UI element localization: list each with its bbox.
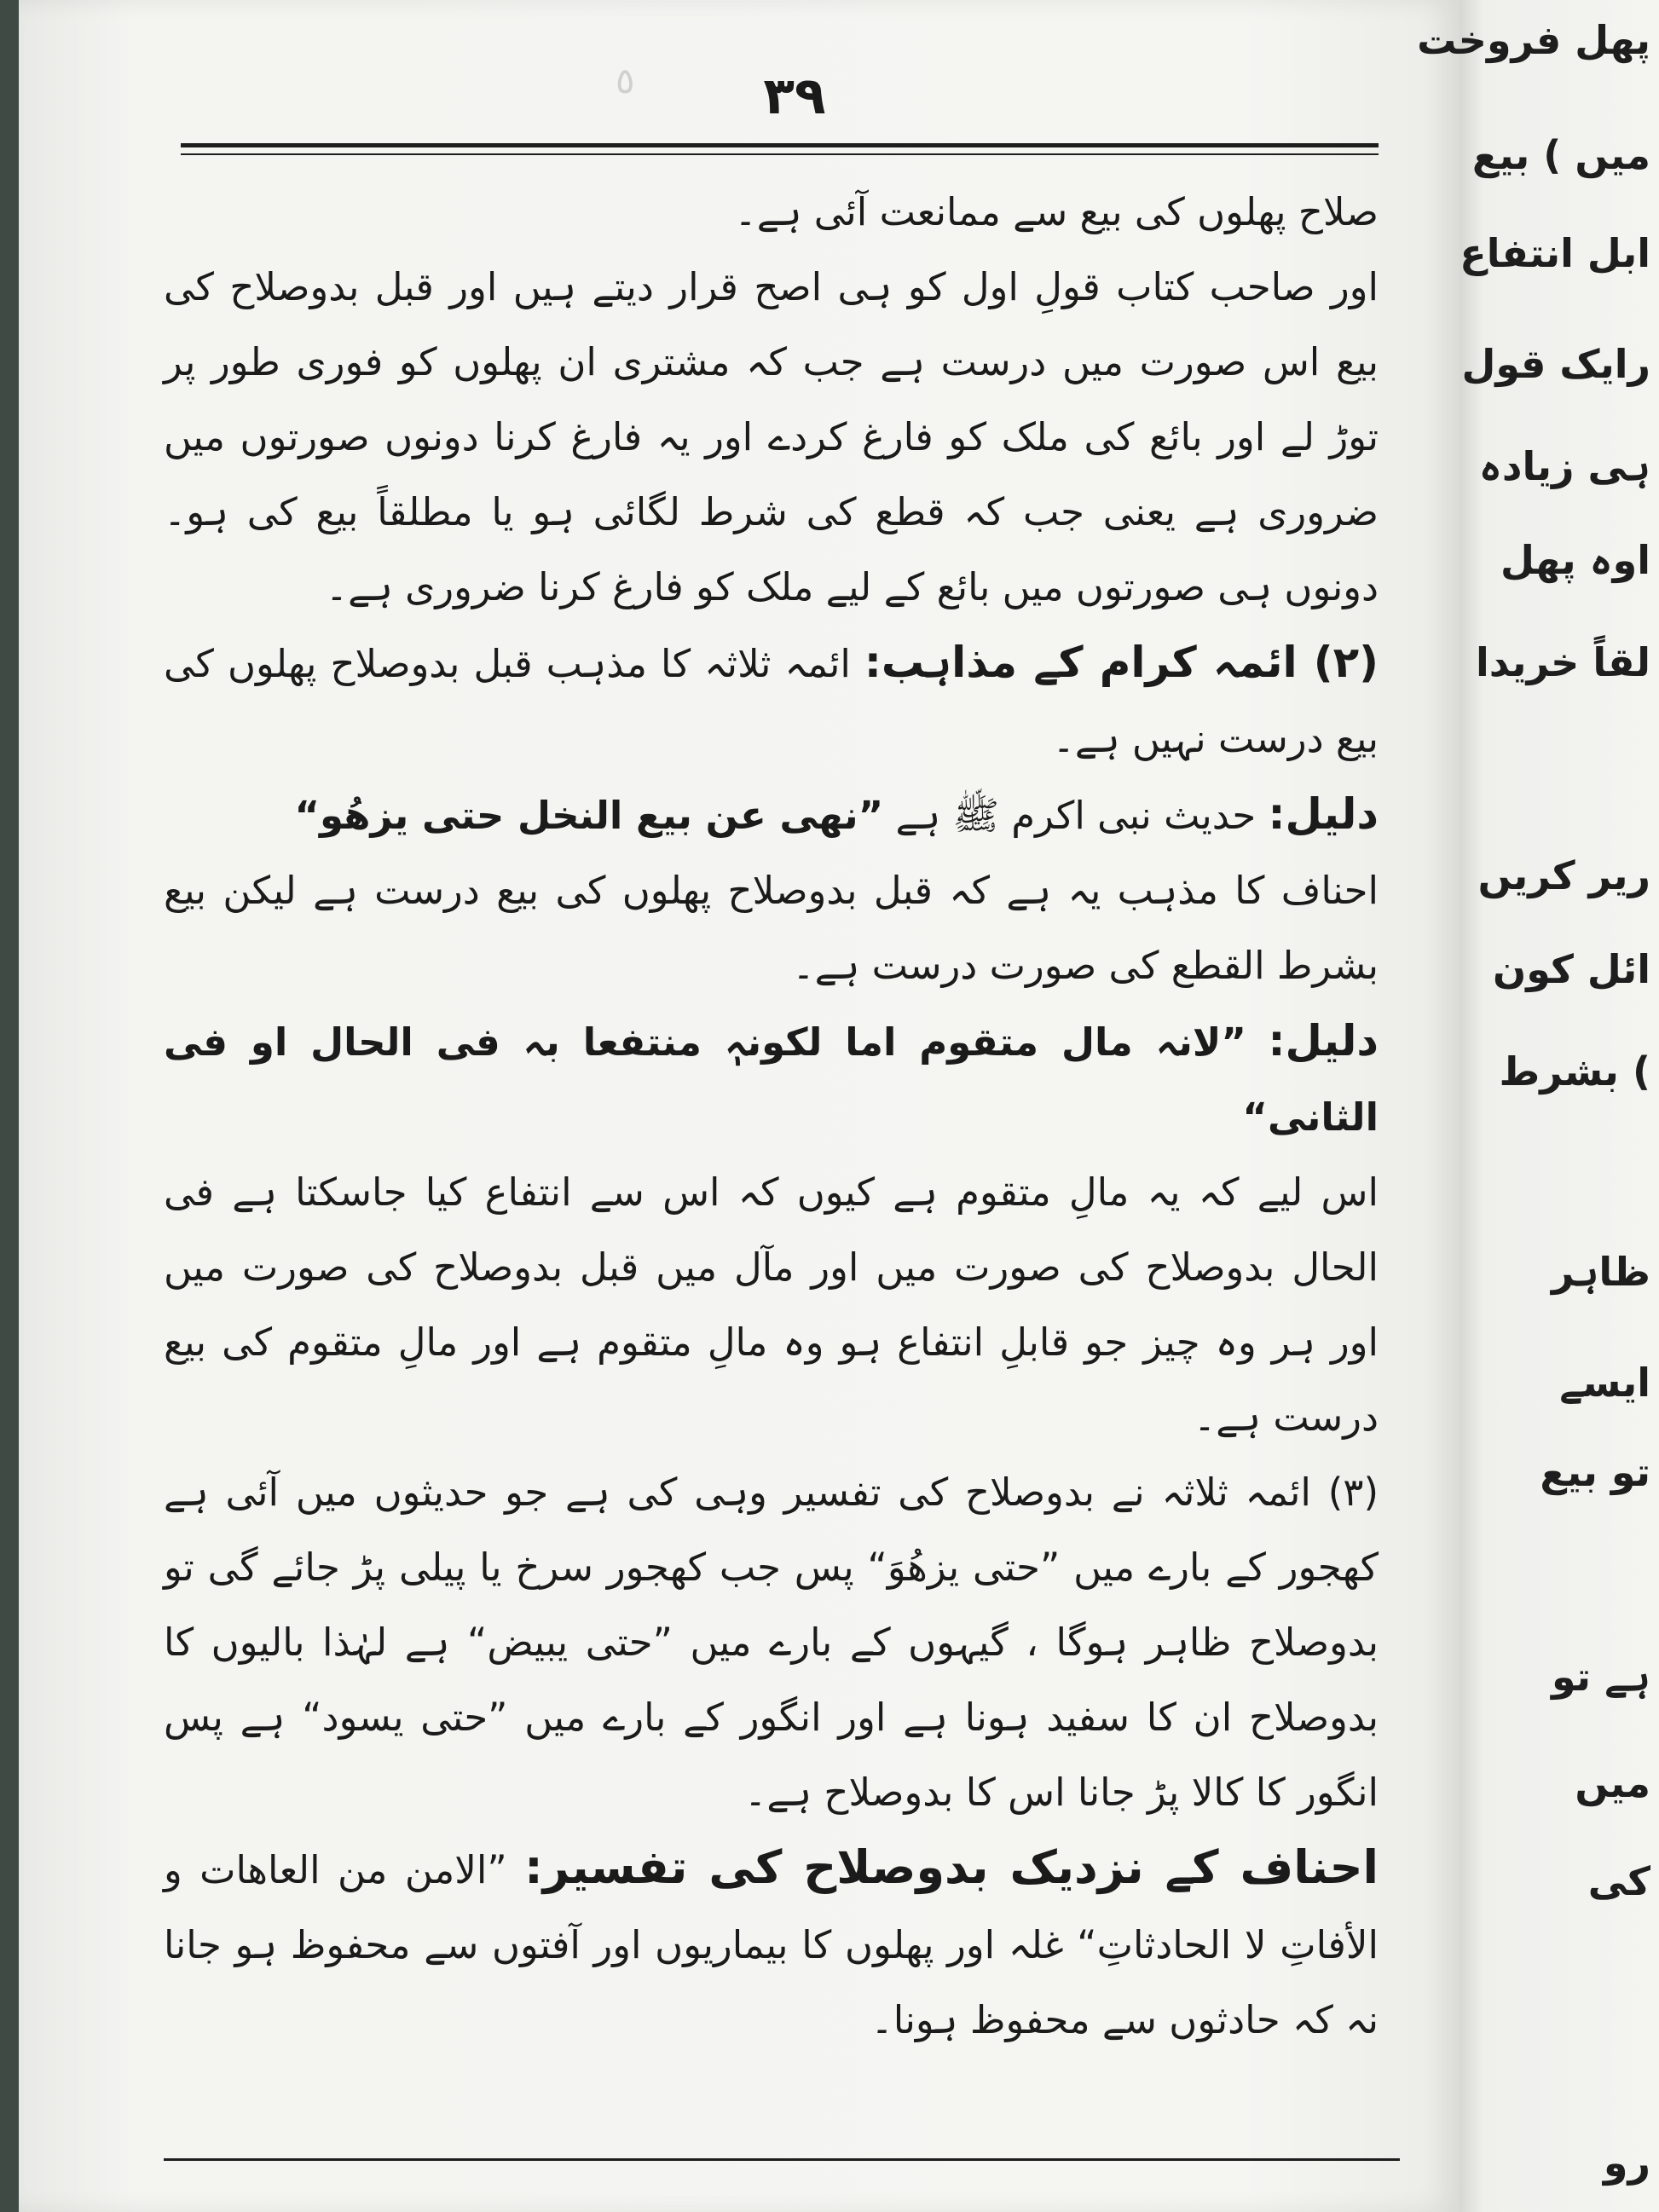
adjacent-page-edge: [1417, 0, 1659, 2212]
paragraph-2: اور صاحب کتاب قولِ اول کو ہی اصح قرار دیتے ہیں اور قبل بدوصلاح کی بیع اس صورت میں درست ہے جب کہ مشتری ان پھلوں کو فوری طور پر توڑ لے اور بائع کی ملک کو فارغ کردے اور یہ فارغ کرنا دونوں صورتوں میں ضروری ہے یعنی جب کہ قطع کی شرط لگائی ہو یا مطلقاً بیع کی ہو۔ دونوں ہی صورتوں میں بائع کے لیے ملک کو فارغ کرنا ضروری ہے۔: [164, 264, 1379, 609]
adjacent-line: ایسے: [1559, 1360, 1650, 1406]
adjacent-line: تو بیع: [1540, 1449, 1650, 1495]
page-body: [164, 175, 1379, 2058]
evidence-label: دلیل:: [1268, 1016, 1379, 1066]
adjacent-line: ائل کون: [1493, 946, 1650, 992]
header-rule-thick: [181, 143, 1379, 147]
evidence-label: دلیل:: [1268, 789, 1379, 839]
adjacent-line: ابل انتفاع: [1460, 230, 1650, 276]
footer-rule: [164, 2158, 1400, 2161]
adjacent-line: لقاً خریدا: [1475, 639, 1650, 685]
paragraph-8: (۳) ائمہ ثلاثہ نے بدوصلاح کی تفسیر وہی کی ہے جو حدیثوں میں آئی ہے کھجور کے بارے میں ”حتی یزھُوَ“ پس جب کھجور سرخ یا پیلی پڑ جائے گی تو بدوصلاح ظاہر ہوگا ، گیہوں کے بارے میں ”حتی یبیض“ ہے لہٰذا بالیوں کا بدوصلاح ان کا سفید ہونا ہے اور انگور کے بارے میں ”حتی یسود“ ہے پس انگور کا کالا پڑ جانا اس کا بدوصلاح ہے۔: [164, 1470, 1379, 1815]
adjacent-line: میں ) بیع: [1471, 132, 1650, 178]
hadith-quote: ”نھی عن بیع النخل حتی یزھُو“: [294, 793, 884, 838]
adjacent-line: ) بشرط: [1499, 1048, 1650, 1094]
paragraph-5: احناف کا مذہب یہ ہے کہ قبل بدوصلاح پھلوں کی بیع درست ہے لیکن بیع بشرط القطع کی صورت درست ہے۔: [164, 868, 1379, 988]
adjacent-line: رو: [1603, 2140, 1650, 2186]
adjacent-line: ہے تو: [1551, 1654, 1650, 1700]
paragraph-1: صلاح پھلوں کی بیع سے ممانعت آئی ہے۔: [734, 189, 1379, 234]
paragraph-3: (۲) ائمہ کرام کے مذاہب: ائمہ ثلاثہ کا مذہب قبل بدوصلاح پھلوں کی بیع درست نہیں ہے۔: [164, 638, 1379, 761]
bleed-through-mark: ٥: [616, 60, 635, 101]
paragraph-4: دلیل: حدیث نبی اکرم ﷺ ہے ”نھی عن بیع النخل حتی یزھُو“: [294, 789, 1379, 839]
book-page: [19, 0, 1460, 2212]
paragraph-9: احناف کے نزدیک بدوصلاح کی تفسیر: ”الامن من العاھات و الأفاتِ لا الحادثاتِ“ غلہ اور پھلوں کا بیماریوں اور آفتوں سے محفوظ ہو جانا نہ کہ حادثوں سے محفوظ ہونا۔: [164, 1840, 1379, 2042]
header-rule-thin: [181, 153, 1379, 155]
adjacent-line: پھل فروخت: [1417, 17, 1650, 63]
paragraph-6: [164, 1003, 1379, 1155]
adjacent-line: ظاہر: [1551, 1249, 1650, 1295]
adjacent-line: میں: [1575, 1760, 1650, 1806]
paragraph-7: اس لیے کہ یہ مالِ متقوم ہے کیوں کہ اس سے انتفاع کیا جاسکتا ہے فی الحال بدوصلاح کی صورت میں اور مآل میں قبل بدوصلاح کی صورت میں اور ہر وہ چیز جو قابلِ انتفاع ہو وہ مالِ متقوم ہے اور مالِ متقوم کی بیع درست ہے۔: [164, 1170, 1379, 1440]
arabic-quote: ”لانہ مال متقوم اما لکونہٖ منتفعا بہ فی الحال او فی الثانی“: [164, 1019, 1379, 1140]
adjacent-line: کی: [1587, 1858, 1650, 1904]
adjacent-line: ریر کریں: [1477, 852, 1650, 898]
page-number: ۳۹: [763, 66, 826, 126]
section-heading-hanafi: احناف کے نزدیک بدوصلاح کی تفسیر:: [524, 1840, 1379, 1894]
section-heading-imams: (۲) ائمہ کرام کے مذاہب:: [864, 638, 1379, 687]
adjacent-line: رایک قول: [1461, 341, 1650, 387]
adjacent-line: اوہ پھل: [1500, 537, 1650, 583]
adjacent-line: ہی زیادہ: [1478, 443, 1650, 489]
